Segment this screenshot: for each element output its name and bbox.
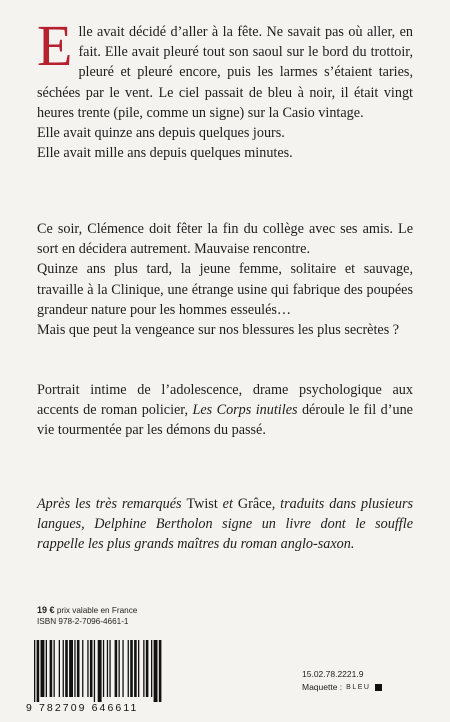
excerpt-line-age: Elle avait quinze ans depuis quelques jours. bbox=[37, 125, 285, 142]
barcode-bar bbox=[87, 640, 88, 697]
barcode-bar bbox=[90, 640, 93, 697]
summary-paragraph-3: Mais que peut la vengeance sur nos blessures les plus secrètes ? bbox=[37, 322, 400, 339]
maquette-credit bbox=[302, 681, 382, 694]
barcode-bar bbox=[65, 640, 68, 697]
summary-block bbox=[37, 219, 413, 340]
summary-paragraph-2: Quinze ans plus tard, la jeune femme, solitaire et sauvage, travaille à la Clinique, une étrange usine qui fabrique des poupées grandeur nature pour les hommes esseulés… bbox=[37, 261, 413, 318]
barcode-bar bbox=[146, 640, 149, 697]
barcode-bar bbox=[59, 640, 60, 697]
barcode-bar bbox=[138, 640, 139, 697]
tagline-part-3: , traduits dans plusieurs langues, Delphine Bertholon signe un livre dont le souffle rappelle les plus grands maîtres du roman anglo-saxon. bbox=[37, 496, 413, 553]
barcode-digits: 9 782709 646611 bbox=[26, 702, 139, 714]
price-note: prix valable en France bbox=[56, 606, 138, 615]
summary-paragraph-1: Ce soir, Clémence doit fêter la fin du collège avec ses amis. Le sort en décidera autrement. Mauvaise rencontre. bbox=[37, 221, 413, 258]
book-twist: Twist bbox=[186, 496, 218, 512]
book-grace: Grâce bbox=[237, 496, 272, 512]
reference-code: 15.02.78.2221.9 bbox=[302, 669, 364, 679]
barcode-bar bbox=[115, 640, 118, 697]
barcode-bar bbox=[107, 640, 108, 697]
barcode-bar bbox=[37, 640, 40, 702]
portrait-text-after: déroule le fil d’une vie tourmentée par les démons du passé. bbox=[37, 402, 413, 439]
codes-block bbox=[302, 668, 382, 694]
barcode-bar bbox=[159, 640, 162, 702]
price-amount: 19 € bbox=[37, 605, 55, 615]
tagline-part-2: et bbox=[217, 496, 238, 512]
barcode-bar bbox=[122, 640, 123, 697]
barcode-bar bbox=[34, 640, 35, 702]
barcode-bar bbox=[151, 640, 152, 697]
barcode-bar bbox=[94, 640, 95, 702]
barcode-bar bbox=[103, 640, 104, 697]
tagline-paragraph bbox=[37, 494, 413, 555]
barcode-bar bbox=[134, 640, 137, 697]
portrait-text-before: Portrait intime de l’adolescence, drame psychologique aux accents de roman policier, bbox=[37, 382, 413, 419]
barcode-bar bbox=[74, 640, 75, 697]
barcode-bar bbox=[54, 640, 55, 697]
excerpt-paragraph: lle avait décidé d’aller à la fête. Ne savait pas où aller, en fait. Elle avait pleuré tout son saoul sur le bord du trottoir, pleuré et pleuré encore, puis les larmes s’étaient taries, séchées par le vent. Le ciel passait de bleu à noir, il était vingt heures trente (pile, comme un signe) sur la Casio vintage. bbox=[37, 24, 413, 121]
barcode-bar bbox=[82, 640, 83, 697]
excerpt-block bbox=[37, 13, 413, 163]
barcode-bar bbox=[41, 640, 45, 697]
barcode-bar bbox=[109, 640, 110, 697]
barcode-bar bbox=[50, 640, 53, 697]
drop-cap: E bbox=[37, 13, 73, 78]
isbn: ISBN 978-2-7096-4661-1 bbox=[37, 617, 129, 626]
barcode-bar bbox=[69, 640, 73, 697]
excerpt-line-thousand: Elle avait mille ans depuis quelques minutes. bbox=[37, 145, 293, 162]
tagline-part-1: Après les très remarqués bbox=[37, 496, 187, 512]
barcode-bar bbox=[98, 640, 102, 702]
barcode-bar bbox=[143, 640, 144, 697]
barcode-bar bbox=[130, 640, 133, 697]
tagline-block bbox=[37, 494, 413, 555]
barcode-bar bbox=[46, 640, 47, 697]
barcode-bar bbox=[154, 640, 158, 702]
barcode-bar bbox=[77, 640, 80, 697]
maquette-label: Maquette : bbox=[302, 682, 343, 692]
bleu-logo: BLEU bbox=[346, 684, 371, 691]
portrait-block bbox=[37, 380, 413, 441]
barcode-bar bbox=[63, 640, 64, 697]
barcode-bar bbox=[128, 640, 129, 697]
portrait-paragraph bbox=[37, 380, 413, 441]
book-title: Les Corps inutiles bbox=[192, 402, 298, 419]
barcode-icon bbox=[26, 640, 206, 702]
price-info bbox=[37, 605, 137, 627]
barcode-bar bbox=[119, 640, 120, 697]
bleu-square-icon bbox=[375, 684, 382, 691]
